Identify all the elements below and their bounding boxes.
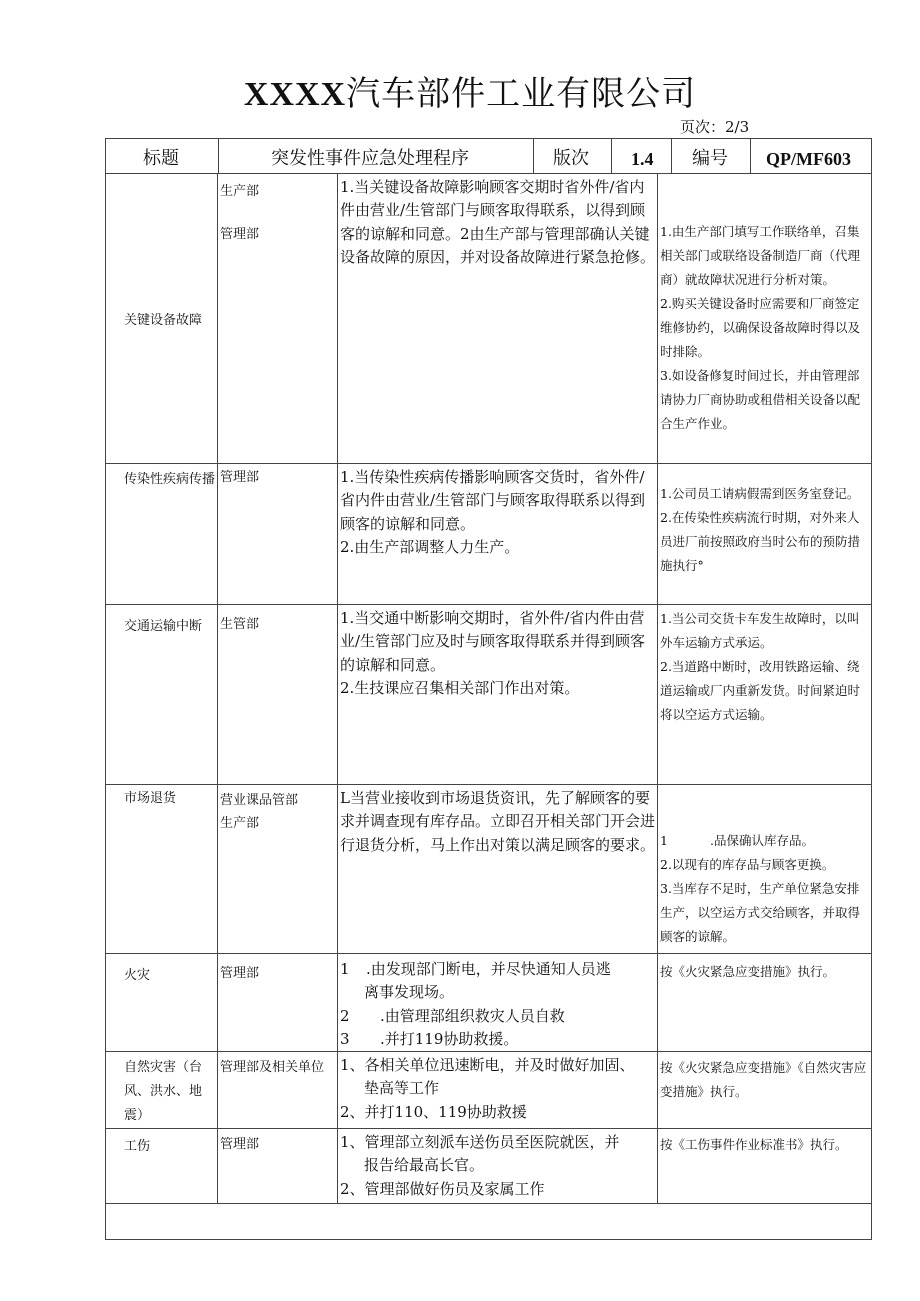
version-label: 版次	[553, 148, 589, 169]
table-row	[106, 605, 872, 785]
procedure-table	[105, 138, 872, 1240]
company-name-cn: 汽车部件工业有限公司	[346, 74, 697, 114]
table-row	[106, 785, 872, 954]
table-row	[106, 464, 872, 605]
table-row	[106, 1129, 872, 1204]
department-label: 管理部	[220, 966, 260, 981]
category-label: 传染性疾病传播	[124, 472, 216, 487]
action-text: 1.当交通中断影响交期时，省外件/省内件由营业/生管部门应及时与顾客取得联系并得到顾客的谅解和同意。	[340, 609, 646, 674]
company-name-latin: XXXX	[243, 76, 347, 113]
measure-item: 按《火灾紧急应变措施》执行。	[660, 964, 836, 979]
action-continuation: 垫高等工作	[364, 1079, 440, 1098]
category-label: 市场退货	[124, 791, 177, 806]
action-line: 2、管理部做好伤员及家属工作	[340, 1179, 545, 1198]
action-line: 1、各相关单位迅速断电，并及时做好加固、	[340, 1056, 635, 1074]
measure-item: 1.由生产部门填写工作联络单，召集相关部门或联络设备制造厂商（代理商）就故障状况进行分析对策。	[660, 224, 861, 287]
code-value: QP/MF603	[766, 149, 851, 169]
action-number: 1	[340, 960, 350, 978]
measure-item: 1.当公司交货卡车发生故障时，以叫外车运输方式承运。	[660, 611, 860, 650]
measure-item: 3.当库存不足时，生产单位紧急安排生产，以空运方式交给顾客，并取得顾客的谅解。	[660, 881, 861, 944]
measure-item: 3.如设备修复时间过长，并由管理部请协力厂商协助或租借相关设备以配合生产作业。	[660, 368, 861, 431]
action-text: 1.当传染性疾病传播影响顾客交货时，省外件/省内件由营业/生管部门与顾客取得联系以得到顾客的谅解和同意。	[340, 468, 646, 533]
action-number: 3	[340, 1029, 350, 1048]
department-label: 生管部	[220, 617, 260, 632]
measure-item	[660, 829, 869, 853]
page-number: 页次：2/3	[680, 118, 750, 136]
table-row	[106, 954, 872, 1052]
measure-item: 按《工伤事件作业标准书》执行。	[660, 1137, 848, 1153]
measure-item: 2.购买关键设备时应需要和厂商签定维修协约，以确保设备故障时得以及时排除。	[660, 296, 861, 359]
measure-text: .品保确认库存品。	[710, 833, 814, 848]
department-label: 管理部	[220, 227, 260, 243]
action-line	[340, 1028, 655, 1051]
category-label: 火灾	[124, 968, 151, 983]
measure-item: 1.公司员工请病假需到医务室登记。	[660, 486, 860, 501]
code-label: 编号	[692, 148, 728, 169]
title-label: 标题	[143, 148, 179, 169]
department-label: 管理部	[220, 470, 260, 485]
department-label: 营业课品管部	[220, 793, 299, 808]
action-text: 1.当关键设备故障影响顾客交期时省外件/省内件由营业/生管部门与顾客取得联系，以得到顾客的谅解和同意。2由生产部与管理部确认关键设备故障的原因，并对设备故障进行紧急抢修。	[340, 178, 656, 266]
table-header-row	[106, 139, 872, 174]
action-text: 2.由生产部调整人力生产。	[340, 537, 520, 556]
table-row	[106, 1052, 872, 1129]
action-line	[340, 1005, 655, 1028]
action-text: .由管理部组织救灾人员自救	[380, 1006, 565, 1025]
action-text: .由发现部门断电，并尽快通知人员逃	[366, 960, 611, 978]
action-text: L当营业接收到市场退货资讯，先了解顾客的要求并调查现有库存品。立即召开相关部门开会进行退货分析，马上作出对策以满足顾客的要求。	[340, 789, 656, 854]
version-value: 1.4	[631, 149, 654, 169]
category-label: 工伤	[124, 1139, 151, 1155]
measure-item: 2.以现有的库存品与顾客更换。	[660, 857, 835, 872]
action-text: .并打119协助救援。	[380, 1029, 519, 1048]
action-continuation: 离事发现场。	[364, 983, 455, 1002]
measure-item: 2.当道路中断时，改用铁路运输、绕道运输或厂内重新发货。时间紧迫时将以空运方式运输。	[660, 659, 861, 722]
table-row	[106, 174, 872, 464]
title-value: 突发性事件应急处理程序	[271, 148, 469, 169]
measure-item: 按《火灾紧急应变措施》《自然灾害应变措施》执行。	[660, 1060, 867, 1099]
action-line: 1、管理部立刻派车送伤员至医院就医，并	[340, 1133, 620, 1152]
category-label: 交通运输中断	[124, 619, 203, 634]
action-line: 2、并打110、119协助救援	[340, 1102, 527, 1121]
action-number: 2	[340, 1006, 350, 1025]
action-line	[340, 958, 655, 981]
category-label: 自然灾害（台风、洪水、地震）	[124, 1060, 203, 1124]
action-continuation: 报告给最高长官。	[364, 1156, 485, 1175]
company-title	[0, 66, 920, 115]
department-label: 管理部	[220, 1137, 260, 1153]
category-label: 关键设备故障	[124, 313, 203, 328]
department-label: 生产部	[220, 184, 260, 199]
department-label: 生产部	[220, 816, 260, 832]
empty-row	[106, 1204, 872, 1240]
measure-item: 2.在传染性疾病流行时期，对外来人员进厂前按照政府当时公布的预防措施执行°	[660, 510, 861, 573]
measure-number: 1	[660, 833, 668, 848]
action-text: 2.生技课应召集相关部门作出对策。	[340, 678, 580, 697]
department-label: 管理部及相关单位	[220, 1060, 325, 1075]
